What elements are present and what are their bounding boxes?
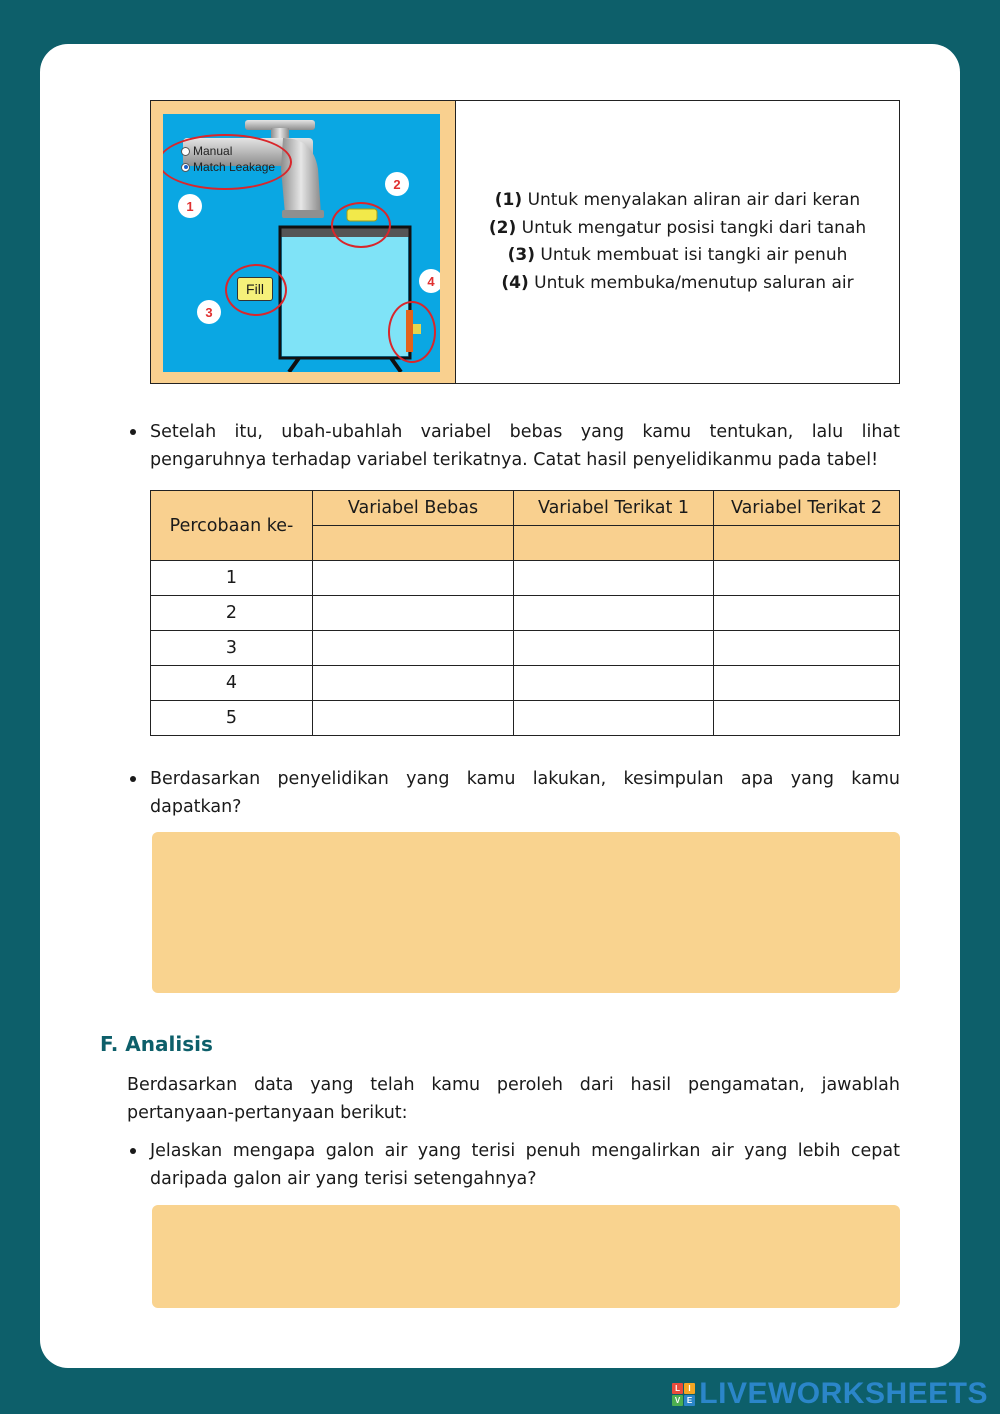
trial-number: 2 (151, 596, 313, 631)
radio-match-leakage-label: Match Leakage (193, 160, 276, 174)
header-dependent-variable-1: Variabel Terikat 1 (514, 491, 714, 526)
simulation-image-cell (151, 101, 456, 383)
table-row (151, 701, 900, 736)
table-cell-input[interactable] (514, 666, 714, 701)
table-cell-input[interactable] (714, 561, 900, 596)
input-independent-variable[interactable] (313, 526, 514, 561)
analysis-intro: Berdasarkan data yang telah kamu peroleh dari hasil pengamatan, jawablah pertanyaan-pertanyaan berikut: (127, 1075, 900, 1123)
table-cell-input[interactable] (313, 631, 514, 666)
highlight-ring-4 (388, 301, 436, 363)
marker-1: 1 (178, 194, 202, 218)
table-row (151, 631, 900, 666)
radio-manual-label: Manual (193, 144, 233, 158)
simulation-screenshot (163, 114, 440, 372)
trial-number: 3 (151, 631, 313, 666)
instruction-bullet: Setelah itu, ubah-ubahlah variabel bebas yang kamu tentukan, lalu lihat pengaruhnya terhadap variabel terikatnya. Catat hasil penyelidikanmu pada tabel! (150, 418, 900, 474)
analysis-question: Jelaskan mengapa galon air yang terisi penuh mengalirkan air yang lebih cepat daripada galon air yang terisi setengahnya? (150, 1137, 900, 1193)
table-cell-input[interactable] (313, 596, 514, 631)
section-title: F. Analisis (100, 1032, 213, 1056)
table-cell-input[interactable] (514, 631, 714, 666)
header-trial: Percobaan ke- (151, 491, 313, 561)
table-cell-input[interactable] (313, 701, 514, 736)
simulation-legend-table (150, 100, 900, 384)
highlight-ring-1 (163, 134, 292, 190)
logo-grid-icon: L I V E (672, 1383, 695, 1406)
marker-3: 3 (197, 300, 221, 324)
legend-item-1: (1) Untuk menyalakan aliran air dari keran (494, 190, 861, 210)
legend-item-3: (3) Untuk membuat isi tangki air penuh (507, 245, 848, 265)
input-dependent-variable-1[interactable] (514, 526, 714, 561)
highlight-ring-2 (331, 202, 391, 248)
table-cell-input[interactable] (714, 666, 900, 701)
conclusion-answer-box[interactable] (152, 832, 900, 993)
table-cell-input[interactable] (714, 631, 900, 666)
table-cell-input[interactable] (313, 666, 514, 701)
marker-4: 4 (419, 269, 440, 293)
table-cell-input[interactable] (714, 701, 900, 736)
trial-number: 1 (151, 561, 313, 596)
input-dependent-variable-2[interactable] (714, 526, 900, 561)
liveworksheets-logo[interactable] (672, 1377, 988, 1411)
trial-number: 4 (151, 666, 313, 701)
legend-item-2: (2) Untuk mengatur posisi tangki dari tanah (488, 217, 867, 238)
results-table (150, 490, 900, 736)
legend-item-4: (4) Untuk membuka/menutup saluran air (501, 272, 854, 293)
table-cell-input[interactable] (714, 596, 900, 631)
table-cell-input[interactable] (514, 596, 714, 631)
analysis-answer-box[interactable] (152, 1205, 900, 1308)
worksheet-page (40, 44, 960, 1368)
legend-cell (456, 101, 899, 383)
table-cell-input[interactable] (313, 561, 514, 596)
table-row (151, 596, 900, 631)
highlight-ring-3 (225, 264, 287, 316)
marker-2: 2 (385, 172, 409, 196)
header-dependent-variable-2: Variabel Terikat 2 (714, 491, 900, 526)
trial-number: 5 (151, 701, 313, 736)
table-cell-input[interactable] (514, 561, 714, 596)
table-cell-input[interactable] (514, 701, 714, 736)
conclusion-question: Berdasarkan penyelidikan yang kamu lakukan, kesimpulan apa yang kamu dapatkan? (150, 765, 900, 821)
table-row (151, 666, 900, 701)
logo-text: LIVEWORKSHEETS (699, 1377, 988, 1410)
header-independent-variable: Variabel Bebas (313, 491, 514, 526)
fill-button[interactable]: Fill (237, 277, 273, 301)
table-row (151, 561, 900, 596)
